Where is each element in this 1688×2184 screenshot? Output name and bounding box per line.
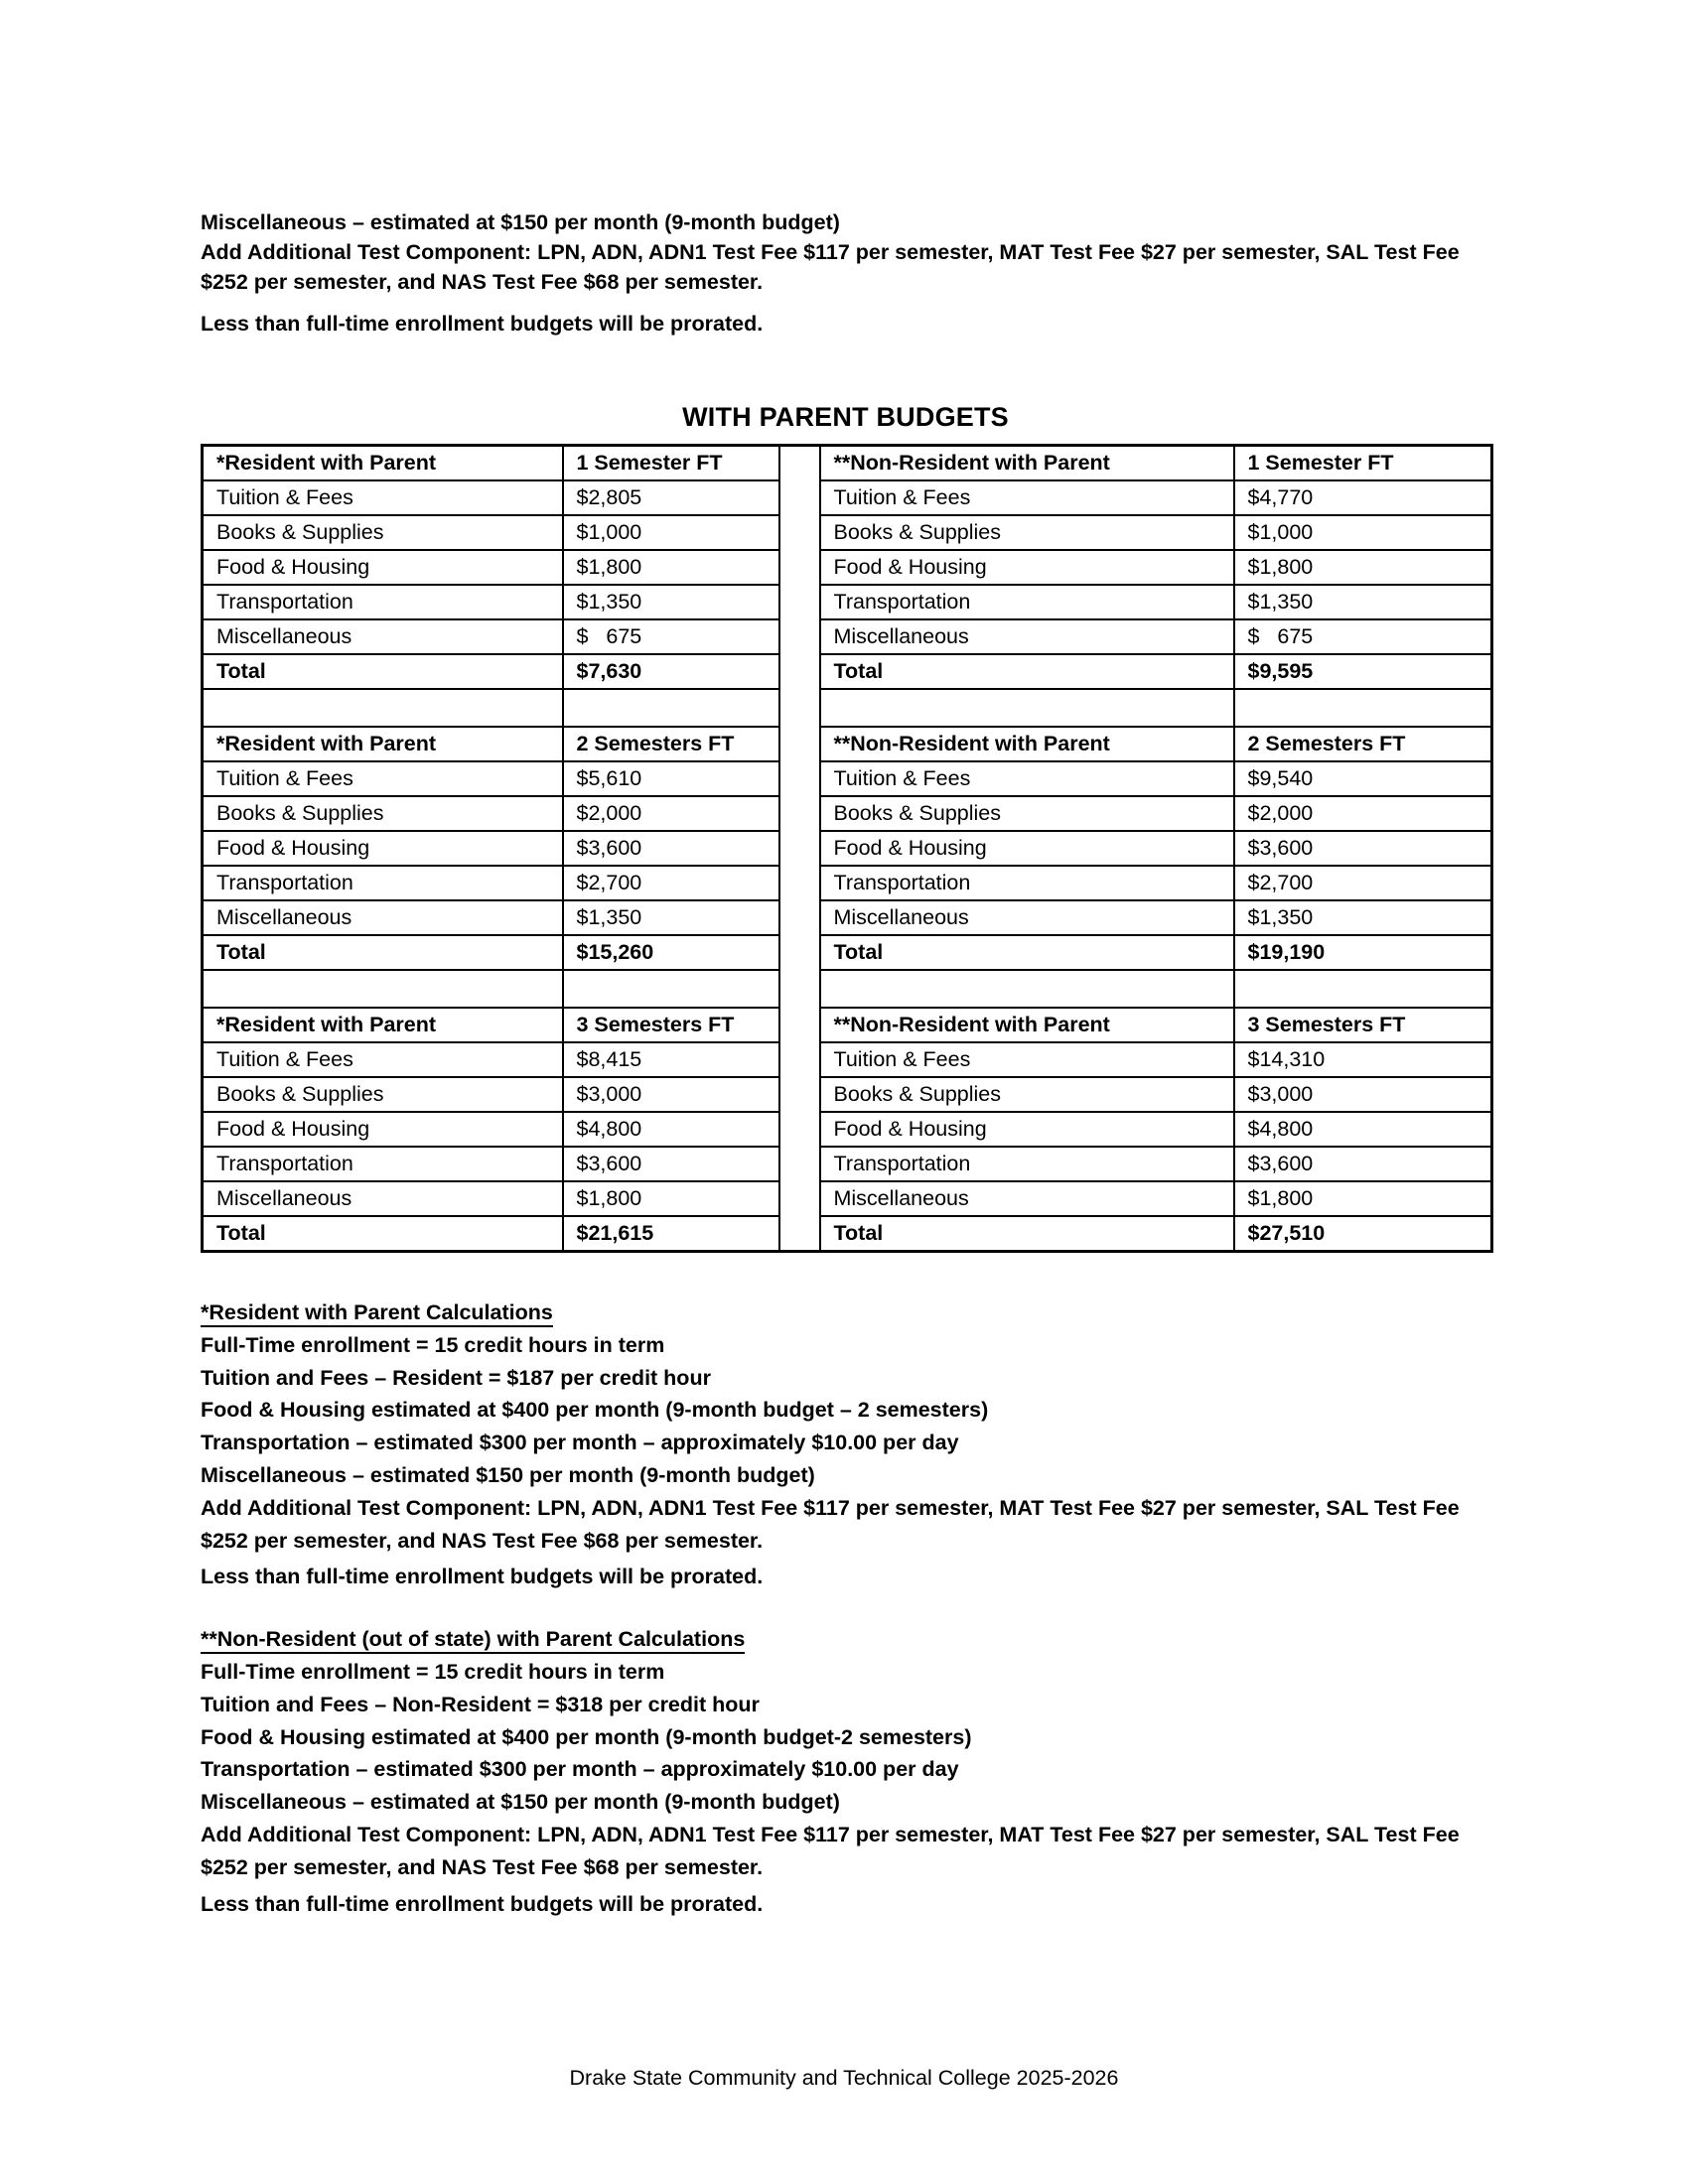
budget-row — [203, 1077, 1492, 1112]
category-cell: Tuition & Fees — [820, 761, 1234, 796]
total-label-cell: Total — [820, 1216, 1234, 1252]
amount-cell: $2,700 — [563, 866, 779, 900]
category-cell: Food & Housing — [203, 831, 563, 866]
intro-notes — [201, 207, 1490, 339]
table-gap-cell — [779, 1147, 820, 1181]
page-footer: Drake State Community and Technical College 2025-2026 — [569, 2066, 1119, 2090]
table-gap-cell — [779, 970, 820, 1008]
table-gap-cell — [779, 1216, 820, 1252]
table-gap-cell — [779, 619, 820, 654]
amount-cell: $4,770 — [1234, 480, 1492, 515]
resident-header-cell: *Resident with Parent — [203, 1008, 563, 1042]
budget-row — [203, 900, 1492, 935]
table-gap-cell — [779, 689, 820, 727]
total-label-cell: Total — [203, 935, 563, 970]
category-cell: Books & Supplies — [820, 1077, 1234, 1112]
text-line: Add Additional Test Component: LPN, ADN, ADN1 Test Fee $117 per semester, MAT Test Fee $27 per semester, SAL Test Fee — [201, 240, 1460, 264]
table-gap-cell — [779, 935, 820, 970]
text-line: Food & Housing estimated at $400 per month (9-month budget – 2 semesters) — [201, 1398, 989, 1423]
budget-row — [203, 866, 1492, 900]
spacer-cell — [563, 970, 779, 1008]
table-gap-cell — [779, 900, 820, 935]
intro-note-lines — [201, 207, 1490, 297]
amount-cell: $4,800 — [1234, 1112, 1492, 1147]
header-row — [203, 727, 1492, 761]
text-line: Transportation – estimated $300 per month – approximately $10.00 per day — [201, 1431, 959, 1455]
spacer-row — [203, 689, 1492, 727]
table-gap-cell — [779, 761, 820, 796]
category-cell: Books & Supplies — [203, 515, 563, 550]
total-amount-cell: $15,260 — [563, 935, 779, 970]
amount-cell: $3,600 — [563, 1147, 779, 1181]
text-line: Full-Time enrollment = 15 credit hours in term — [201, 1659, 665, 1684]
spacer-cell — [203, 689, 563, 727]
category-cell: Books & Supplies — [820, 796, 1234, 831]
table-gap-cell — [779, 1112, 820, 1147]
spacer-cell — [1234, 970, 1492, 1008]
budget-row — [203, 1112, 1492, 1147]
spacer-cell — [820, 689, 1234, 727]
amount-cell: $2,805 — [563, 480, 779, 515]
table-gap-cell — [779, 1077, 820, 1112]
header-row — [203, 446, 1492, 481]
category-cell: Miscellaneous — [203, 1181, 563, 1216]
category-cell: Miscellaneous — [820, 900, 1234, 935]
category-cell: Food & Housing — [820, 831, 1234, 866]
table-gap-cell — [779, 831, 820, 866]
resident-calculations-title: *Resident with Parent Calculations — [201, 1300, 553, 1327]
budget-row — [203, 1147, 1492, 1181]
amount-cell: $3,000 — [1234, 1077, 1492, 1112]
amount-cell: $2,000 — [563, 796, 779, 831]
text-line: Full-Time enrollment = 15 credit hours in term — [201, 1332, 665, 1357]
budget-row — [203, 550, 1492, 585]
amount-cell: $3,600 — [1234, 1147, 1492, 1181]
text-line: Tuition and Fees – Resident = $187 per credit hour — [201, 1365, 711, 1390]
total-label-cell: Total — [820, 935, 1234, 970]
budget-row — [203, 761, 1492, 796]
category-cell: Transportation — [820, 585, 1234, 619]
nonresident-calculations-heading — [201, 1623, 1490, 1656]
amount-cell: $1,350 — [563, 900, 779, 935]
amount-cell: $1,350 — [1234, 585, 1492, 619]
header-row — [203, 1008, 1492, 1042]
table-gap-cell — [779, 1181, 820, 1216]
category-cell: Miscellaneous — [820, 619, 1234, 654]
table-gap-cell — [779, 866, 820, 900]
category-cell: Miscellaneous — [203, 900, 563, 935]
budget-row — [203, 796, 1492, 831]
category-cell: Transportation — [820, 1147, 1234, 1181]
spacer-cell — [563, 689, 779, 727]
table-gap-cell — [779, 1008, 820, 1042]
spacer-cell — [820, 970, 1234, 1008]
amount-cell: $ 675 — [1234, 619, 1492, 654]
resident-calculations-heading — [201, 1297, 1490, 1329]
category-cell: Tuition & Fees — [820, 480, 1234, 515]
text-line: Miscellaneous – estimated at $150 per month (9-month budget) — [201, 210, 840, 234]
table-gap-cell — [779, 550, 820, 585]
amount-cell: $9,540 — [1234, 761, 1492, 796]
document-content — [201, 207, 1490, 1920]
category-cell: Books & Supplies — [820, 515, 1234, 550]
amount-cell: $1,000 — [1234, 515, 1492, 550]
spacer-cell — [1234, 689, 1492, 727]
text-line: $252 per semester, and NAS Test Fee $68 per semester. — [201, 270, 764, 294]
budget-row — [203, 1181, 1492, 1216]
amount-cell: $1,800 — [563, 550, 779, 585]
text-line: Miscellaneous – estimated at $150 per month (9-month budget) — [201, 1790, 840, 1815]
budget-row — [203, 480, 1492, 515]
text-line: Add Additional Test Component: LPN, ADN, ADN1 Test Fee $117 per semester, MAT Test Fee $27 per semester, SAL Test Fee — [201, 1495, 1460, 1520]
amount-cell: $1,350 — [563, 585, 779, 619]
nonresident-term-cell: 2 Semesters FT — [1234, 727, 1492, 761]
amount-cell: $14,310 — [1234, 1042, 1492, 1077]
nonresident-calculations-section — [201, 1623, 1490, 1920]
category-cell: Food & Housing — [820, 1112, 1234, 1147]
table-gap-cell — [779, 727, 820, 761]
budget-table-body — [203, 446, 1492, 1252]
budget-table — [201, 444, 1493, 1253]
table-gap-cell — [779, 1042, 820, 1077]
budget-row — [203, 1042, 1492, 1077]
section-heading: WITH PARENT BUDGETS — [682, 402, 1009, 432]
total-amount-cell: $19,190 — [1234, 935, 1492, 970]
category-cell: Books & Supplies — [203, 1077, 563, 1112]
text-line: Add Additional Test Component: LPN, ADN, ADN1 Test Fee $117 per semester, MAT Test Fee $27 per semester, SAL Test Fee — [201, 1822, 1460, 1846]
amount-cell: $1,800 — [563, 1181, 779, 1216]
amount-cell: $ 675 — [563, 619, 779, 654]
category-cell: Miscellaneous — [820, 1181, 1234, 1216]
table-gap-cell — [779, 585, 820, 619]
total-amount-cell: $21,615 — [563, 1216, 779, 1252]
resident-calculations-section — [201, 1297, 1490, 1593]
nonresident-term-cell: 3 Semesters FT — [1234, 1008, 1492, 1042]
total-label-cell: Total — [820, 654, 1234, 689]
category-cell: Tuition & Fees — [203, 1042, 563, 1077]
budget-row — [203, 831, 1492, 866]
category-cell: Food & Housing — [820, 550, 1234, 585]
resident-prorated-note: Less than full-time enrollment budgets will be prorated. — [201, 1565, 764, 1589]
category-cell: Transportation — [820, 866, 1234, 900]
amount-cell: $1,800 — [1234, 1181, 1492, 1216]
nonresident-header-cell: **Non-Resident with Parent — [820, 446, 1234, 481]
amount-cell: $3,600 — [1234, 831, 1492, 866]
spacer-row — [203, 970, 1492, 1008]
amount-cell: $2,000 — [1234, 796, 1492, 831]
table-gap-cell — [779, 515, 820, 550]
category-cell: Tuition & Fees — [820, 1042, 1234, 1077]
category-cell: Transportation — [203, 585, 563, 619]
category-cell: Food & Housing — [203, 1112, 563, 1147]
resident-term-cell: 2 Semesters FT — [563, 727, 779, 761]
total-row — [203, 1216, 1492, 1252]
text-line: Transportation – estimated $300 per month – approximately $10.00 per day — [201, 1757, 959, 1782]
total-amount-cell: $7,630 — [563, 654, 779, 689]
table-gap-cell — [779, 480, 820, 515]
budget-row — [203, 515, 1492, 550]
text-line: Food & Housing estimated at $400 per month (9-month budget-2 semesters) — [201, 1724, 972, 1749]
nonresident-calculations-lines — [201, 1656, 1490, 1884]
amount-cell: $1,350 — [1234, 900, 1492, 935]
category-cell: Books & Supplies — [203, 796, 563, 831]
resident-header-cell: *Resident with Parent — [203, 446, 563, 481]
intro-prorated-note: Less than full-time enrollment budgets will be prorated. — [201, 312, 764, 336]
nonresident-header-cell: **Non-Resident with Parent — [820, 727, 1234, 761]
nonresident-term-cell: 1 Semester FT — [1234, 446, 1492, 481]
amount-cell: $3,600 — [563, 831, 779, 866]
amount-cell: $1,800 — [1234, 550, 1492, 585]
category-cell: Tuition & Fees — [203, 761, 563, 796]
amount-cell: $3,000 — [563, 1077, 779, 1112]
nonresident-header-cell: **Non-Resident with Parent — [820, 1008, 1234, 1042]
spacer-cell — [203, 970, 563, 1008]
resident-term-cell: 1 Semester FT — [563, 446, 779, 481]
table-gap-cell — [779, 796, 820, 831]
category-cell: Miscellaneous — [203, 619, 563, 654]
total-row — [203, 935, 1492, 970]
table-gap-cell — [779, 654, 820, 689]
nonresident-prorated-note: Less than full-time enrollment budgets will be prorated. — [201, 1891, 764, 1916]
amount-cell: $1,000 — [563, 515, 779, 550]
category-cell: Transportation — [203, 1147, 563, 1181]
category-cell: Food & Housing — [203, 550, 563, 585]
amount-cell: $2,700 — [1234, 866, 1492, 900]
text-line: Miscellaneous – estimated $150 per month (9-month budget) — [201, 1462, 815, 1487]
category-cell: Tuition & Fees — [203, 480, 563, 515]
amount-cell: $5,610 — [563, 761, 779, 796]
total-row — [203, 654, 1492, 689]
table-gap-cell — [779, 446, 820, 481]
resident-header-cell: *Resident with Parent — [203, 727, 563, 761]
category-cell: Transportation — [203, 866, 563, 900]
budget-row — [203, 619, 1492, 654]
total-label-cell: Total — [203, 654, 563, 689]
nonresident-calculations-title: **Non-Resident (out of state) with Parent Calculations — [201, 1627, 745, 1654]
budget-row — [203, 585, 1492, 619]
total-amount-cell: $9,595 — [1234, 654, 1492, 689]
amount-cell: $8,415 — [563, 1042, 779, 1077]
resident-term-cell: 3 Semesters FT — [563, 1008, 779, 1042]
total-label-cell: Total — [203, 1216, 563, 1252]
text-line: $252 per semester, and NAS Test Fee $68 per semester. — [201, 1854, 764, 1879]
resident-calculations-lines — [201, 1329, 1490, 1558]
total-amount-cell: $27,510 — [1234, 1216, 1492, 1252]
amount-cell: $4,800 — [563, 1112, 779, 1147]
text-line: Tuition and Fees – Non-Resident = $318 per credit hour — [201, 1692, 760, 1716]
text-line: $252 per semester, and NAS Test Fee $68 per semester. — [201, 1528, 764, 1553]
